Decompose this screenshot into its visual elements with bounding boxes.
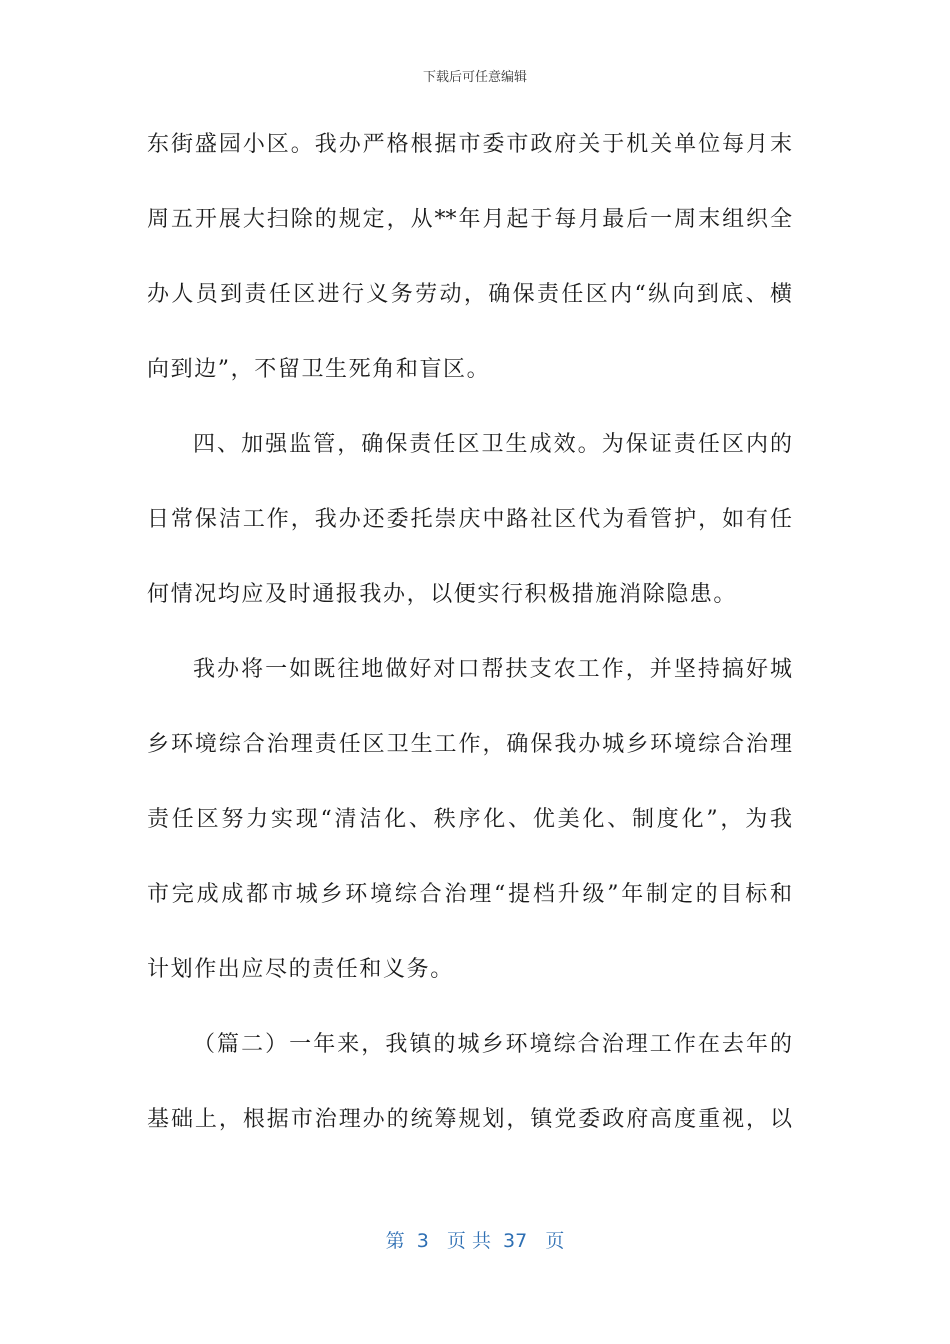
page-number-footer: 第 3 页 共 37 页 xyxy=(385,1230,565,1252)
body-line: 市完成成都市城乡环境综合治理“提档升级”年制定的目标和 xyxy=(147,882,792,907)
body-line: 日常保洁工作，我办还委托崇庆中路社区代为看管护，如有任 xyxy=(147,507,792,532)
body-line: 我办将一如既往地做好对口帮扶支农工作，并坚持搞好城 xyxy=(193,657,792,682)
body-line: （篇二）一年来，我镇的城乡环境综合治理工作在去年的 xyxy=(193,1032,792,1057)
body-line: 周五开展大扫除的规定，从**年月起于每月最后一周末组织全 xyxy=(147,207,792,232)
body-line: 计划作出应尽的责任和义务。 xyxy=(147,957,454,982)
body-line: 责任区努力实现“清洁化、秩序化、优美化、制度化”，为我 xyxy=(147,807,792,832)
body-line: 乡环境综合治理责任区卫生工作，确保我办城乡环境综合治理 xyxy=(147,732,792,757)
body-line: 四、加强监管，确保责任区卫生成效。为保证责任区内的 xyxy=(193,432,792,457)
body-line: 向到边”，不留卫生死角和盲区。 xyxy=(147,357,491,382)
body-line: 基础上，根据市治理办的统筹规划，镇党委政府高度重视，以 xyxy=(147,1107,792,1132)
body-line: 办人员到责任区进行义务劳动，确保责任区内“纵向到底、横 xyxy=(147,282,792,307)
body-line: 何情况均应及时通报我办，以便实行积极措施消除隐患。 xyxy=(147,582,738,607)
body-line: 东街盛园小区。我办严格根据市委市政府关于机关单位每月末 xyxy=(147,132,792,157)
page-header: 下载后可任意编辑 xyxy=(422,70,527,85)
